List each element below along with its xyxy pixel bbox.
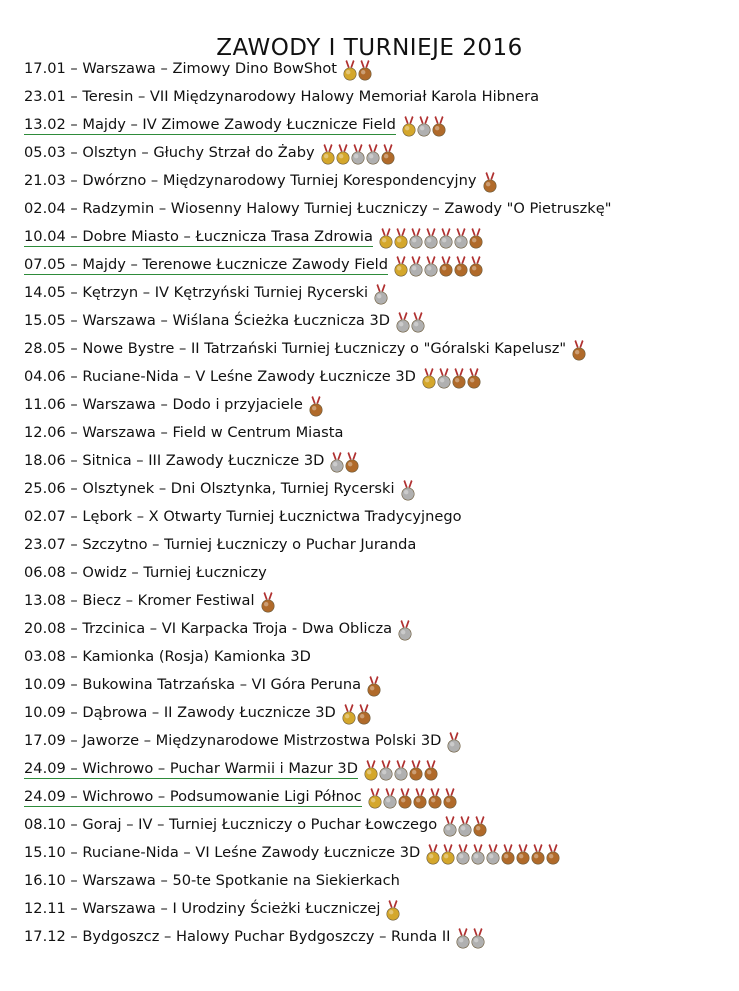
- bronze-medal-icon: [398, 788, 412, 809]
- bronze-medal-icon: [432, 116, 446, 137]
- gold-medal-icon: [336, 144, 350, 165]
- event-text: 20.08 – Trzcinica – VI Karpacka Troja - Dwa Oblicza: [24, 620, 393, 638]
- bronze-medal-icon: [381, 144, 395, 165]
- event-text: 18.06 – Sitnica – III Zawody Łucznicze 3D: [24, 452, 325, 470]
- medal-group: [374, 284, 388, 305]
- silver-medal-icon: [401, 480, 415, 501]
- medal-group: [367, 676, 381, 697]
- event-text: 25.06 – Olsztynek – Dni Olsztynka, Turniej Rycerski: [24, 480, 395, 498]
- list-item: [24, 364, 729, 392]
- event-text: 02.04 – Radzymin – Wiosenny Halowy Turniej Łuczniczy – Zawody "O Pietruszkę": [24, 200, 612, 218]
- gold-medal-icon: [394, 228, 408, 249]
- medal-group: [422, 368, 481, 389]
- silver-medal-icon: [471, 928, 485, 949]
- event-text: 24.09 – Wichrowo – Podsumowanie Ligi Północ: [24, 789, 362, 807]
- event-text: 10.09 – Dąbrowa – II Zawody Łucznicze 3D: [24, 704, 336, 722]
- silver-medal-icon: [443, 816, 457, 837]
- event-text: 11.06 – Warszawa – Dodo i przyjaciele: [24, 396, 303, 414]
- list-item: [24, 140, 729, 168]
- event-text: 24.09 – Wichrowo – Puchar Warmii i Mazur 3D: [24, 761, 358, 779]
- gold-medal-icon: [394, 256, 408, 277]
- silver-medal-icon: [486, 844, 500, 865]
- bronze-medal-icon: [531, 844, 545, 865]
- silver-medal-icon: [458, 816, 472, 837]
- medal-group: [379, 228, 483, 249]
- silver-medal-icon: [351, 144, 365, 165]
- list-item: [24, 420, 729, 448]
- event-text: 08.10 – Goraj – IV – Turniej Łuczniczy o Puchar Łowczego: [24, 816, 438, 834]
- event-text: 23.07 – Szczytno – Turniej Łuczniczy o Puchar Juranda: [24, 536, 417, 554]
- bronze-medal-icon: [483, 172, 497, 193]
- silver-medal-icon: [454, 228, 468, 249]
- gold-medal-icon: [402, 116, 416, 137]
- medal-group: [447, 732, 461, 753]
- silver-medal-icon: [456, 844, 470, 865]
- medal-group: [401, 480, 415, 501]
- list-item: [24, 112, 729, 140]
- event-text: 04.06 – Ruciane-Nida – V Leśne Zawody Łucznicze 3D: [24, 368, 416, 386]
- silver-medal-icon: [394, 760, 408, 781]
- bronze-medal-icon: [413, 788, 427, 809]
- list-item: [24, 336, 729, 364]
- gold-medal-icon: [422, 368, 436, 389]
- event-text: 03.08 – Kamionka (Rosja) Kamionka 3D: [24, 648, 311, 666]
- medal-group: [321, 144, 395, 165]
- list-item: [24, 168, 729, 196]
- medal-group: [394, 256, 483, 277]
- list-item: [24, 448, 729, 476]
- list-item: [24, 308, 729, 336]
- medal-group: [483, 172, 497, 193]
- medal-group: [443, 816, 487, 837]
- event-text: 05.03 – Olsztyn – Głuchy Strzał do Żaby: [24, 144, 315, 162]
- list-item: [24, 840, 729, 868]
- list-item: [24, 532, 729, 560]
- silver-medal-icon: [447, 732, 461, 753]
- medal-group: [572, 340, 586, 361]
- gold-medal-icon: [343, 60, 357, 81]
- bronze-medal-icon: [469, 256, 483, 277]
- list-item: [24, 868, 729, 896]
- medal-group: [368, 788, 457, 809]
- gold-medal-icon: [379, 228, 393, 249]
- bronze-medal-icon: [357, 704, 371, 725]
- event-text: 13.08 – Biecz – Kromer Festiwal: [24, 592, 255, 610]
- silver-medal-icon: [379, 760, 393, 781]
- list-item: [24, 700, 729, 728]
- event-text: 10.09 – Bukowina Tatrzańska – VI Góra Peruna: [24, 676, 362, 694]
- event-text: 14.05 – Kętrzyn – IV Kętrzyński Turniej Rycerski: [24, 284, 368, 302]
- list-item: [24, 728, 729, 756]
- list-item: [24, 924, 729, 952]
- event-text: 15.10 – Ruciane-Nida – VI Leśne Zawody Łucznicze 3D: [24, 844, 421, 862]
- bronze-medal-icon: [358, 60, 372, 81]
- bronze-medal-icon: [367, 676, 381, 697]
- silver-medal-icon: [456, 928, 470, 949]
- list-item: [24, 224, 729, 252]
- medal-group: [309, 396, 323, 417]
- medal-group: [426, 844, 560, 865]
- gold-medal-icon: [342, 704, 356, 725]
- medal-group: [386, 900, 400, 921]
- bronze-medal-icon: [469, 228, 483, 249]
- bronze-medal-icon: [439, 256, 453, 277]
- bronze-medal-icon: [572, 340, 586, 361]
- list-item: [24, 560, 729, 588]
- list-item: [24, 812, 729, 840]
- bronze-medal-icon: [516, 844, 530, 865]
- silver-medal-icon: [409, 228, 423, 249]
- medal-group: [330, 452, 359, 473]
- silver-medal-icon: [398, 620, 412, 641]
- event-text: 17.12 – Bydgoszcz – Halowy Puchar Bydgoszczy – Runda II: [24, 928, 451, 946]
- medal-group: [342, 704, 371, 725]
- bronze-medal-icon: [546, 844, 560, 865]
- list-item: [24, 252, 729, 280]
- silver-medal-icon: [424, 256, 438, 277]
- list-item: [24, 392, 729, 420]
- bronze-medal-icon: [443, 788, 457, 809]
- silver-medal-icon: [383, 788, 397, 809]
- bronze-medal-icon: [452, 368, 466, 389]
- list-item: [24, 896, 729, 924]
- silver-medal-icon: [437, 368, 451, 389]
- event-text: 12.11 – Warszawa – I Urodziny Ścieżki Łuczniczej: [24, 900, 381, 918]
- event-text: 28.05 – Nowe Bystre – II Tatrzański Turniej Łuczniczy o "Góralski Kapelusz": [24, 340, 567, 358]
- bronze-medal-icon: [424, 760, 438, 781]
- list-item: [24, 196, 729, 224]
- event-text: 13.02 – Majdy – IV Zimowe Zawody Łucznicze Field: [24, 117, 396, 135]
- event-text: 17.01 – Warszawa – Zimowy Dino BowShot: [24, 60, 338, 78]
- silver-medal-icon: [374, 284, 388, 305]
- event-text: 15.05 – Warszawa – Wiślana Ścieżka Łucznicza 3D: [24, 312, 391, 330]
- list-item: [24, 784, 729, 812]
- bronze-medal-icon: [467, 368, 481, 389]
- bronze-medal-icon: [473, 816, 487, 837]
- list-item: [24, 280, 729, 308]
- list-item: [24, 504, 729, 532]
- list-item: [24, 756, 729, 784]
- event-text: 12.06 – Warszawa – Field w Centrum Miasta: [24, 424, 344, 442]
- silver-medal-icon: [417, 116, 431, 137]
- event-text: 06.08 – Owidz – Turniej Łuczniczy: [24, 564, 267, 582]
- gold-medal-icon: [426, 844, 440, 865]
- bronze-medal-icon: [428, 788, 442, 809]
- silver-medal-icon: [330, 452, 344, 473]
- event-text: 17.09 – Jaworze – Międzynarodowe Mistrzostwa Polski 3D: [24, 732, 442, 750]
- gold-medal-icon: [368, 788, 382, 809]
- medal-group: [364, 760, 438, 781]
- medal-group: [396, 312, 425, 333]
- list-item: [24, 56, 729, 84]
- list-item: [24, 644, 729, 672]
- silver-medal-icon: [409, 256, 423, 277]
- bronze-medal-icon: [345, 452, 359, 473]
- event-text: 21.03 – Dwórzno – Międzynarodowy Turniej Korespondencyjny: [24, 172, 477, 190]
- event-text: 02.07 – Lębork – X Otwarty Turniej Łucznictwa Tradycyjnego: [24, 508, 462, 526]
- medal-group: [456, 928, 485, 949]
- medal-group: [402, 116, 446, 137]
- list-item: [24, 616, 729, 644]
- event-text: 23.01 – Teresin – VII Międzynarodowy Halowy Memoriał Karola Hibnera: [24, 88, 540, 106]
- gold-medal-icon: [364, 760, 378, 781]
- medal-group: [398, 620, 412, 641]
- bronze-medal-icon: [454, 256, 468, 277]
- list-item: [24, 84, 729, 112]
- medal-group: [343, 60, 372, 81]
- list-item: [24, 672, 729, 700]
- silver-medal-icon: [424, 228, 438, 249]
- event-list: [24, 56, 729, 952]
- list-item: [24, 588, 729, 616]
- bronze-medal-icon: [309, 396, 323, 417]
- medal-group: [261, 592, 275, 613]
- page-title: ZAWODY I TURNIEJE 2016: [216, 35, 523, 62]
- gold-medal-icon: [441, 844, 455, 865]
- event-text: 16.10 – Warszawa – 50-te Spotkanie na Siekierkach: [24, 872, 400, 890]
- bronze-medal-icon: [261, 592, 275, 613]
- event-text: 07.05 – Majdy – Terenowe Łucznicze Zawody Field: [24, 257, 388, 275]
- bronze-medal-icon: [501, 844, 515, 865]
- silver-medal-icon: [471, 844, 485, 865]
- list-item: [24, 476, 729, 504]
- silver-medal-icon: [396, 312, 410, 333]
- silver-medal-icon: [411, 312, 425, 333]
- gold-medal-icon: [321, 144, 335, 165]
- event-text: 10.04 – Dobre Miasto – Łucznicza Trasa Zdrowia: [24, 229, 373, 247]
- gold-medal-icon: [386, 900, 400, 921]
- bronze-medal-icon: [409, 760, 423, 781]
- silver-medal-icon: [439, 228, 453, 249]
- silver-medal-icon: [366, 144, 380, 165]
